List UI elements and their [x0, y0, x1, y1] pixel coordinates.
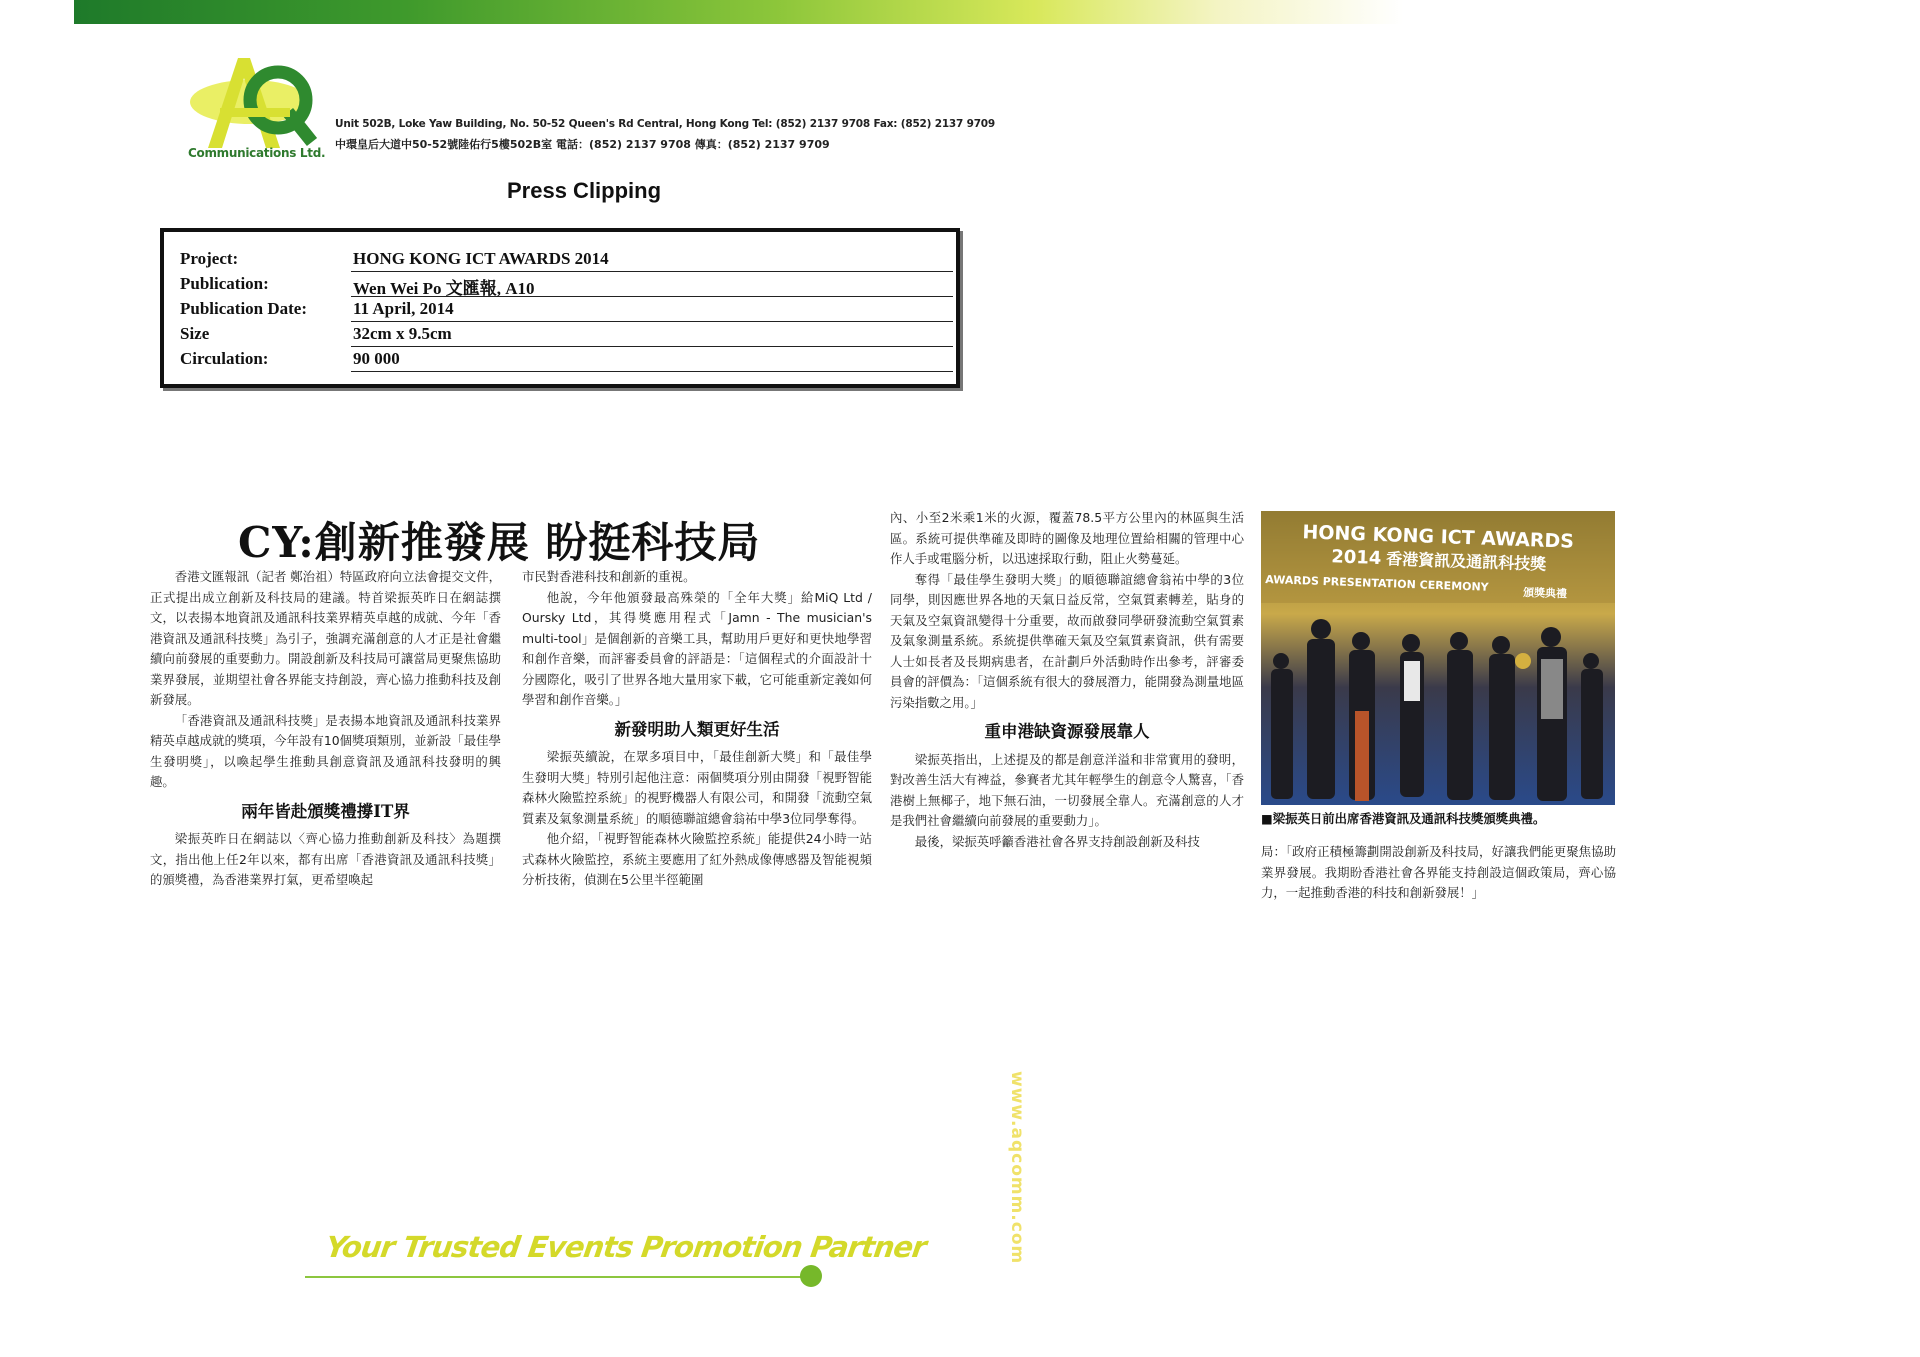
date-row: [180, 299, 950, 323]
photo-banner-title: HONG KONG ICT AWARDS: [1302, 521, 1575, 553]
date-label: Publication Date:: [180, 299, 308, 318]
paragraph: 梁振英續說，在眾多項目中，「最佳創新大獎」和「最佳學生發明大獎」特別引起他注意：兩個獎項分別由開發「視野智能森林火險監控系統」的視野機器人有限公司，和開發「流動空氣質素及氣象測量系統」的順德聯誼總會翁祐中學3位同學奪得。: [522, 749, 872, 826]
paragraph: 「香港資訊及通訊科技獎」是表揚本地資訊及通訊科技業界精英卓越成就的獎項，今年設有10個獎項類別，並新設「最佳學生發明獎」，以喚起學生推動具創意資訊及通訊科技發明的興趣。: [150, 712, 501, 789]
project-value: HONG KONG ICT AWARDS 2014: [351, 249, 953, 272]
document-title: Press Clipping: [507, 178, 662, 203]
top-gradient-band: [74, 0, 1920, 24]
size-label: Size: [180, 324, 210, 343]
paragraph: 他說，今年他頒發最高殊榮的「全年大獎」給MiQ Ltd / Oursky Ltd，其得獎應用程式「Jamn - The musician's multi-tool」是個創新的音樂工具，幫助用戶更好和更快地學習和創作音樂，而評審委員會的評語是：「這個程式的介面設計十分國際化，吸引了世界各地大量用家下載，它可能重新定義如何學習和創作音樂。」: [522, 589, 872, 707]
publication-label: Publication:: [180, 274, 269, 293]
photo-banner-year: 2014: [1330, 546, 1382, 570]
paragraph: 梁振英指出，上述提及的都是創意洋溢和非常實用的發明，對改善生活大有裨益，參賽者尤其年輕學生的創意令人驚喜，「香港樹上無椰子，地下無石油，一切發展全靠人。充滿創意的人才是我們社會繼續向前發展的重要動力」。: [890, 751, 1244, 828]
photo-banner-chinese: 香港資訊及通訊科技獎: [1385, 549, 1547, 574]
website-url: www.aqcomm.com: [1007, 1071, 1027, 1265]
article-column-2: [522, 567, 872, 891]
paragraph: 局：「政府正積極籌劃開設創新及科技局，好讓我們能更聚焦協助業界發展。我期盼香港社會各界能支持創設這個政策局，齊心協力，一起推動香港的科技和創新發展！」: [1261, 844, 1616, 900]
article-column-4: [1261, 842, 1616, 904]
paragraph: 他介紹，「視野智能森林火險監控系統」能提供24小時一站式森林火險監控，系統主要應用了紅外熱成像傳感器及智能視頻分析技術，偵測在5公里半徑範圍: [522, 831, 872, 887]
clipping-info-box: [160, 228, 960, 388]
circulation-label: Circulation:: [180, 349, 269, 368]
tagline-dot: [800, 1265, 822, 1287]
company-tagline: Your Trusted Events Promotion Partner: [323, 1230, 929, 1264]
paragraph: 梁振英昨日在網誌以〈齊心協力推動創新及科技〉為題撰文，指出他上任2年以來，都有出席「香港資訊及通訊科技獎」的頒獎禮，為香港業界打氣，更希望喚起: [150, 831, 501, 887]
subheading: 兩年皆赴頒獎禮撐IT界: [241, 801, 410, 821]
date-value: 11 April, 2014: [351, 299, 953, 322]
awards-ceremony-photo: [1261, 511, 1615, 805]
circulation-value: 90 000: [351, 349, 953, 372]
company-name: Communications Ltd.: [188, 146, 326, 160]
article-headline: CY:創新推發展 盼挺科技局: [238, 518, 761, 567]
photo-caption: ■梁振英日前出席香港資訊及通訊科技獎頒獎典禮。: [1261, 811, 1546, 826]
paragraph: 香港文匯報訊（記者 鄭治祖）特區政府向立法會提交文件，正式提出成立創新及科技局的建議。特首梁振英昨日在網誌撰文，以表揚本地資訊及通訊科技業界精英卓越的成就、今年「香港資訊及通訊科技獎」為引子，強調充滿創意的人才正是社會繼續向前發展的重要動力。開設創新及科技局可讓當局更聚焦協助業界發展，並期望社會各界能支持創設，齊心協力推動科技及創新發展。: [150, 569, 501, 707]
paragraph: 奪得「最佳學生發明大獎」的順德聯誼總會翁祐中學的3位同學，則因應世界各地的天氣日益反常，空氣質素轉差，貼身的天氣及空氣資訊變得十分重要，故而啟發同學研發流動空氣質素及氣象測量系統。系統提供準確天氣及空氣質素資訊，供有需要人士如長者及長期病患者，在計劃戶外活動時作出參考，評審委員會的評價為：「這個系統有很大的發展潛力，能開發為測量地區污染指數之用。」: [890, 571, 1244, 710]
publication-row: [180, 274, 950, 298]
address-english: Unit 502B, Loke Yaw Building, No. 50-52 Queen's Rd Central, Hong Kong Tel: (852) 2137 9708 Fax: (852) 2137 9709: [335, 118, 996, 130]
publication-value: Wen Wei Po 文匯報, A10: [351, 274, 953, 297]
project-label: Project:: [180, 249, 239, 268]
website-url-container: [1002, 1070, 1032, 1270]
photo-banner-ceremony: AWARDS PRESENTATION CEREMONY: [1265, 572, 1489, 594]
subheading: 重申港缺資源發展靠人: [984, 722, 1150, 741]
circulation-row: [180, 349, 950, 373]
tagline-underline: [305, 1276, 810, 1278]
paragraph: 最後，梁振英呼籲香港社會各界支持創設創新及科技: [914, 833, 1200, 849]
address-chinese: 中環皇后大道中50-52號陸佑行5樓502B室 電話：(852) 2137 9708 傳真：(852) 2137 9709: [335, 138, 830, 151]
size-row: [180, 324, 950, 348]
paragraph: 市民對香港科技和創新的重視。: [522, 569, 696, 584]
size-value: 32cm x 9.5cm: [351, 324, 953, 347]
project-row: [180, 249, 950, 273]
paragraph: 內、小至2米乘1米的火源，覆蓋78.5平方公里內的林區與生活區。系統可提供準確及即時的圖像及地理位置給相關的管理中心作人手或電腦分析，以迅速採取行動，阻止火勢蔓延。: [890, 510, 1244, 566]
article-column-1: [150, 567, 501, 891]
article-column-3: [890, 508, 1244, 852]
subheading: 新發明助人類更好生活: [614, 719, 780, 739]
photo-banner-ceremony-chinese: 頒獎典禮: [1522, 585, 1568, 601]
